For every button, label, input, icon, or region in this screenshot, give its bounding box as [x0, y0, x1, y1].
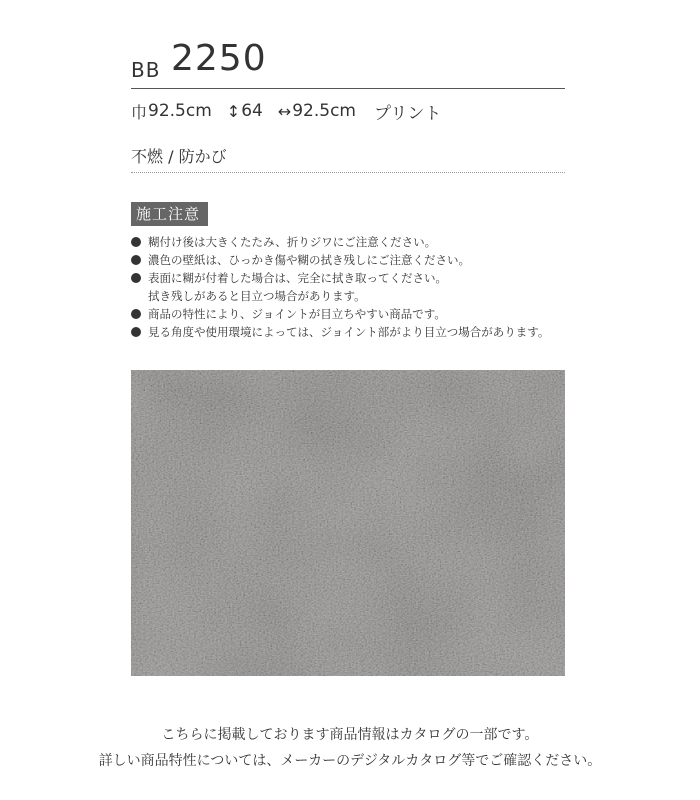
footer-line-1: こちらに掲載しております商品情報はカタログの一部です。	[161, 727, 539, 743]
bullet-icon	[131, 327, 141, 337]
footer-note	[0, 722, 700, 774]
horizontal-repeat-spec	[278, 101, 356, 121]
spec-row	[131, 100, 441, 122]
feature-labels: 不燃 / 防かび	[131, 147, 227, 166]
horizontal-repeat-value: 92.5cm	[292, 101, 356, 121]
bullet-icon	[131, 309, 141, 319]
notice-item-text: 見る角度や使用環境によっては、ジョイント部がより目立つ場合があります。	[148, 325, 550, 339]
notice-item-text: 濃色の壁紙は、ひっかき傷や糊の拭き残しにご注意ください。	[148, 253, 470, 267]
notice-item	[131, 323, 549, 341]
horizontal-arrow-icon: ↔	[277, 101, 292, 121]
notice-item-text: 表面に糊が付着した場合は、完全に拭き取ってください。	[148, 271, 447, 285]
notice-heading: 施工注意	[131, 202, 208, 226]
notice-list	[131, 233, 549, 341]
bullet-icon	[131, 237, 141, 247]
bullet-icon	[131, 255, 141, 265]
notice-item-text: 糊付け後は大きくたたみ、折りジワにご注意ください。	[148, 235, 437, 249]
product-header	[131, 38, 565, 89]
width-spec	[131, 100, 212, 123]
width-value: 92.5cm	[148, 101, 212, 121]
product-code-number: 2250	[171, 38, 267, 79]
product-code-prefix: BB	[131, 58, 161, 82]
wallpaper-swatch-image	[131, 370, 565, 676]
footer-line-2: 詳しい商品特性については、メーカーのデジタルカタログ等でご確認ください。	[98, 753, 602, 769]
notice-item	[131, 251, 549, 269]
notice-item	[131, 305, 549, 323]
width-icon: 巾	[131, 102, 148, 122]
vertical-repeat-value: 64	[241, 101, 263, 121]
notice-item	[131, 233, 549, 251]
vertical-arrow-icon: ↕	[226, 101, 241, 121]
finish-type: プリント	[374, 103, 442, 124]
dotted-divider	[131, 172, 565, 173]
swatch-texture	[131, 370, 565, 676]
bullet-icon	[131, 273, 141, 283]
notice-item	[131, 269, 549, 305]
notice-item-continuation: 拭き残しがあると目立つ場合があります。	[148, 289, 366, 303]
notice-item-text: 商品の特性により、ジョイントが目立ちやすい商品です。	[148, 307, 446, 321]
vertical-repeat-spec	[227, 101, 263, 121]
